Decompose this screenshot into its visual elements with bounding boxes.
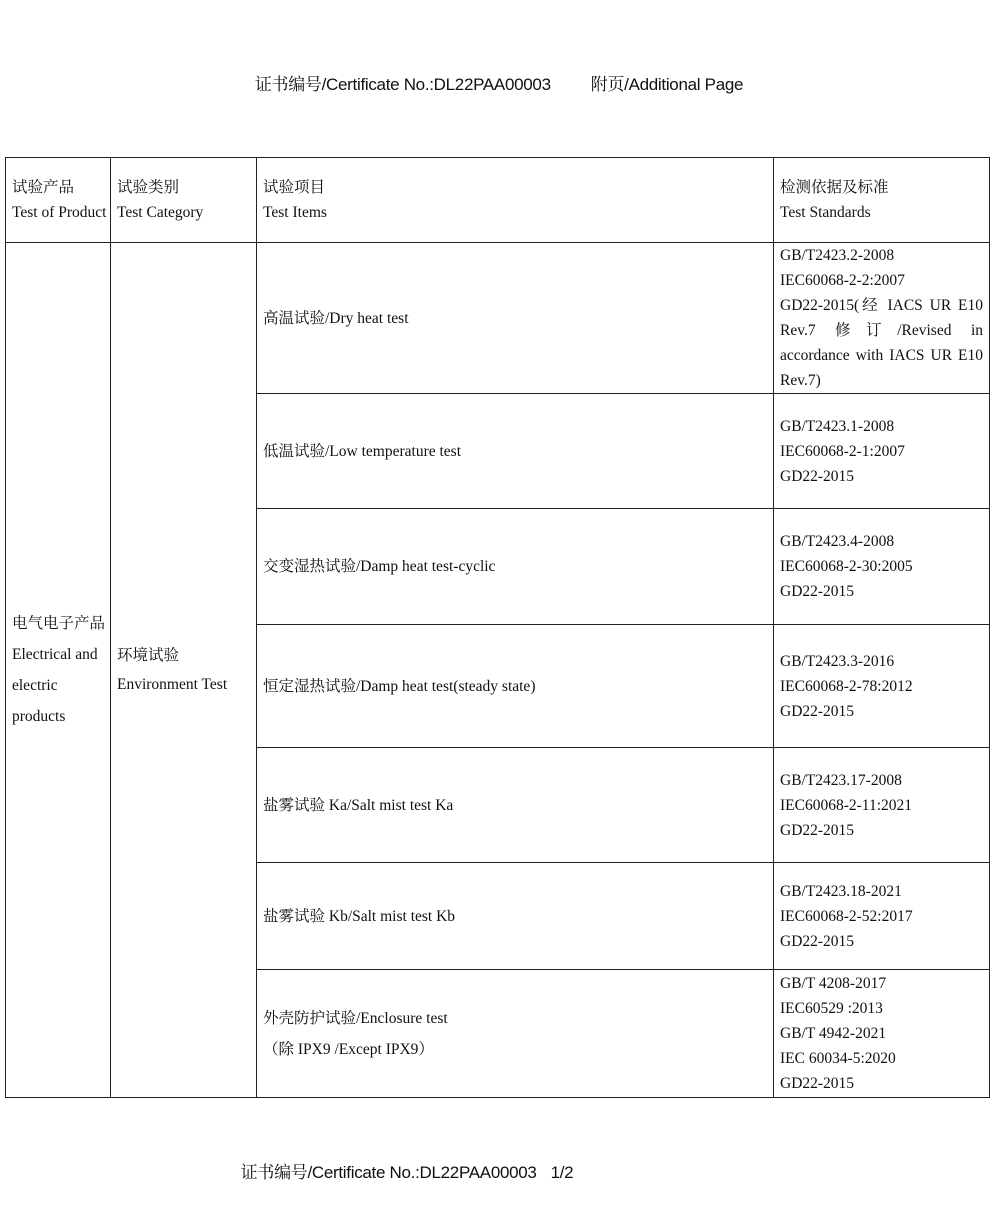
test-item-damp-heat-steady: 恒定湿热试验/Damp heat test(steady state) [263,677,536,695]
test-item-dry-heat: 高温试验/Dry heat test [263,309,409,327]
test-standards-cell [774,748,990,863]
standard-ref: GD22-2015(经 IACS UR E10 Rev.7 修订/Revised in accordance with IACS UR E10 Rev.7) [780,297,983,389]
product-name-cn: 电气电子产品 [12,615,106,632]
product-cell [6,243,111,1098]
standard-ref: GD22-2015 [780,702,855,720]
product-name-en-3: products [12,708,66,725]
test-item-damp-heat-cyclic: 交变湿热试验/Damp heat test-cyclic [263,558,496,575]
header-label-en: Test Category [117,204,204,221]
header-label-en: Test Items [263,204,327,221]
standard-ref: GB/T2423.17-2008 [780,771,902,789]
product-name-en-2: electric [12,677,58,694]
test-item-low-temperature: 低温试验/Low temperature test [263,442,462,460]
standard-ref: GB/T2423.1-2008 [780,417,895,435]
standard-ref: IEC60068-2-1:2007 [780,442,905,460]
standard-ref: GB/T2423.4-2008 [780,533,895,550]
standard-ref: GB/T2423.3-2016 [780,652,895,670]
test-standards-cell [774,970,990,1098]
standard-ref: IEC60068-2-2:2007 [780,272,905,289]
test-standards-cell [774,243,990,394]
test-item-cell [257,748,774,863]
header-test-of-product [6,158,111,243]
test-item-cell [257,625,774,748]
header-test-category [111,158,257,243]
test-item-enclosure-note: （除 IPX9 /Except IPX9） [263,1040,434,1058]
standard-ref: IEC60068-2-30:2005 [780,558,913,575]
page-number: 1/2 [550,1163,574,1182]
header-label-cn: 试验项目 [263,179,326,196]
standard-ref: GD22-2015 [780,583,855,600]
test-item-cell [257,509,774,625]
certificate-number: 证书编号/Certificate No.:DL22PAA00003 [254,75,551,94]
test-standards-cell [774,625,990,748]
test-item-cell [257,970,774,1098]
category-cell [111,243,257,1098]
test-standards-cell [774,509,990,625]
standard-ref: IEC60068-2-78:2012 [780,677,913,695]
header-label-en: Test of Product [12,204,107,221]
standard-ref: GD22-2015 [780,467,855,485]
standard-ref: GB/T 4942-2021 [780,1025,887,1042]
test-item-enclosure: 外壳防护试验/Enclosure test [263,1009,448,1027]
standard-ref: GD22-2015 [780,821,855,839]
standard-ref: IEC60529 :2013 [780,1000,883,1017]
standard-ref: IEC60068-2-52:2017 [780,907,913,925]
standard-ref: GD22-2015 [780,1075,855,1092]
header-label-en: Test Standards [780,204,871,221]
table-row [6,243,990,394]
standard-ref: GB/T 4208-2017 [780,975,887,992]
product-name-en-1: Electrical and [12,646,98,663]
header-label-cn: 检测依据及标准 [780,179,889,196]
category-name-cn: 环境试验 [117,647,180,664]
standard-ref: GB/T2423.2-2008 [780,247,895,264]
test-item-cell [257,243,774,394]
standard-ref: IEC60068-2-11:2021 [780,796,913,814]
page-footer [0,1158,814,1183]
test-standards-cell [774,863,990,970]
header-label-cn: 试验类别 [117,179,180,196]
footer-certificate-number: 证书编号/Certificate No.:DL22PAA00003 [240,1163,537,1182]
test-item-cell [257,394,774,509]
test-item-salt-mist-ka: 盐雾试验 Ka/Salt mist test Ka [263,796,454,814]
test-item-salt-mist-kb: 盐雾试验 Kb/Salt mist test Kb [263,907,456,925]
category-name-en: Environment Test [117,676,228,693]
standard-ref: GD22-2015 [780,932,855,950]
additional-page-label: 附页/Additional Page [590,75,744,94]
page-header [0,70,998,95]
header-label-cn: 试验产品 [12,179,75,196]
standard-ref: GB/T2423.18-2021 [780,882,902,900]
standard-ref: IEC 60034-5:2020 [780,1050,896,1067]
header-test-standards [774,158,990,243]
header-test-items [257,158,774,243]
test-item-cell [257,863,774,970]
table-header-row [6,158,990,243]
test-standards-cell [774,394,990,509]
test-scope-table [5,157,990,1098]
